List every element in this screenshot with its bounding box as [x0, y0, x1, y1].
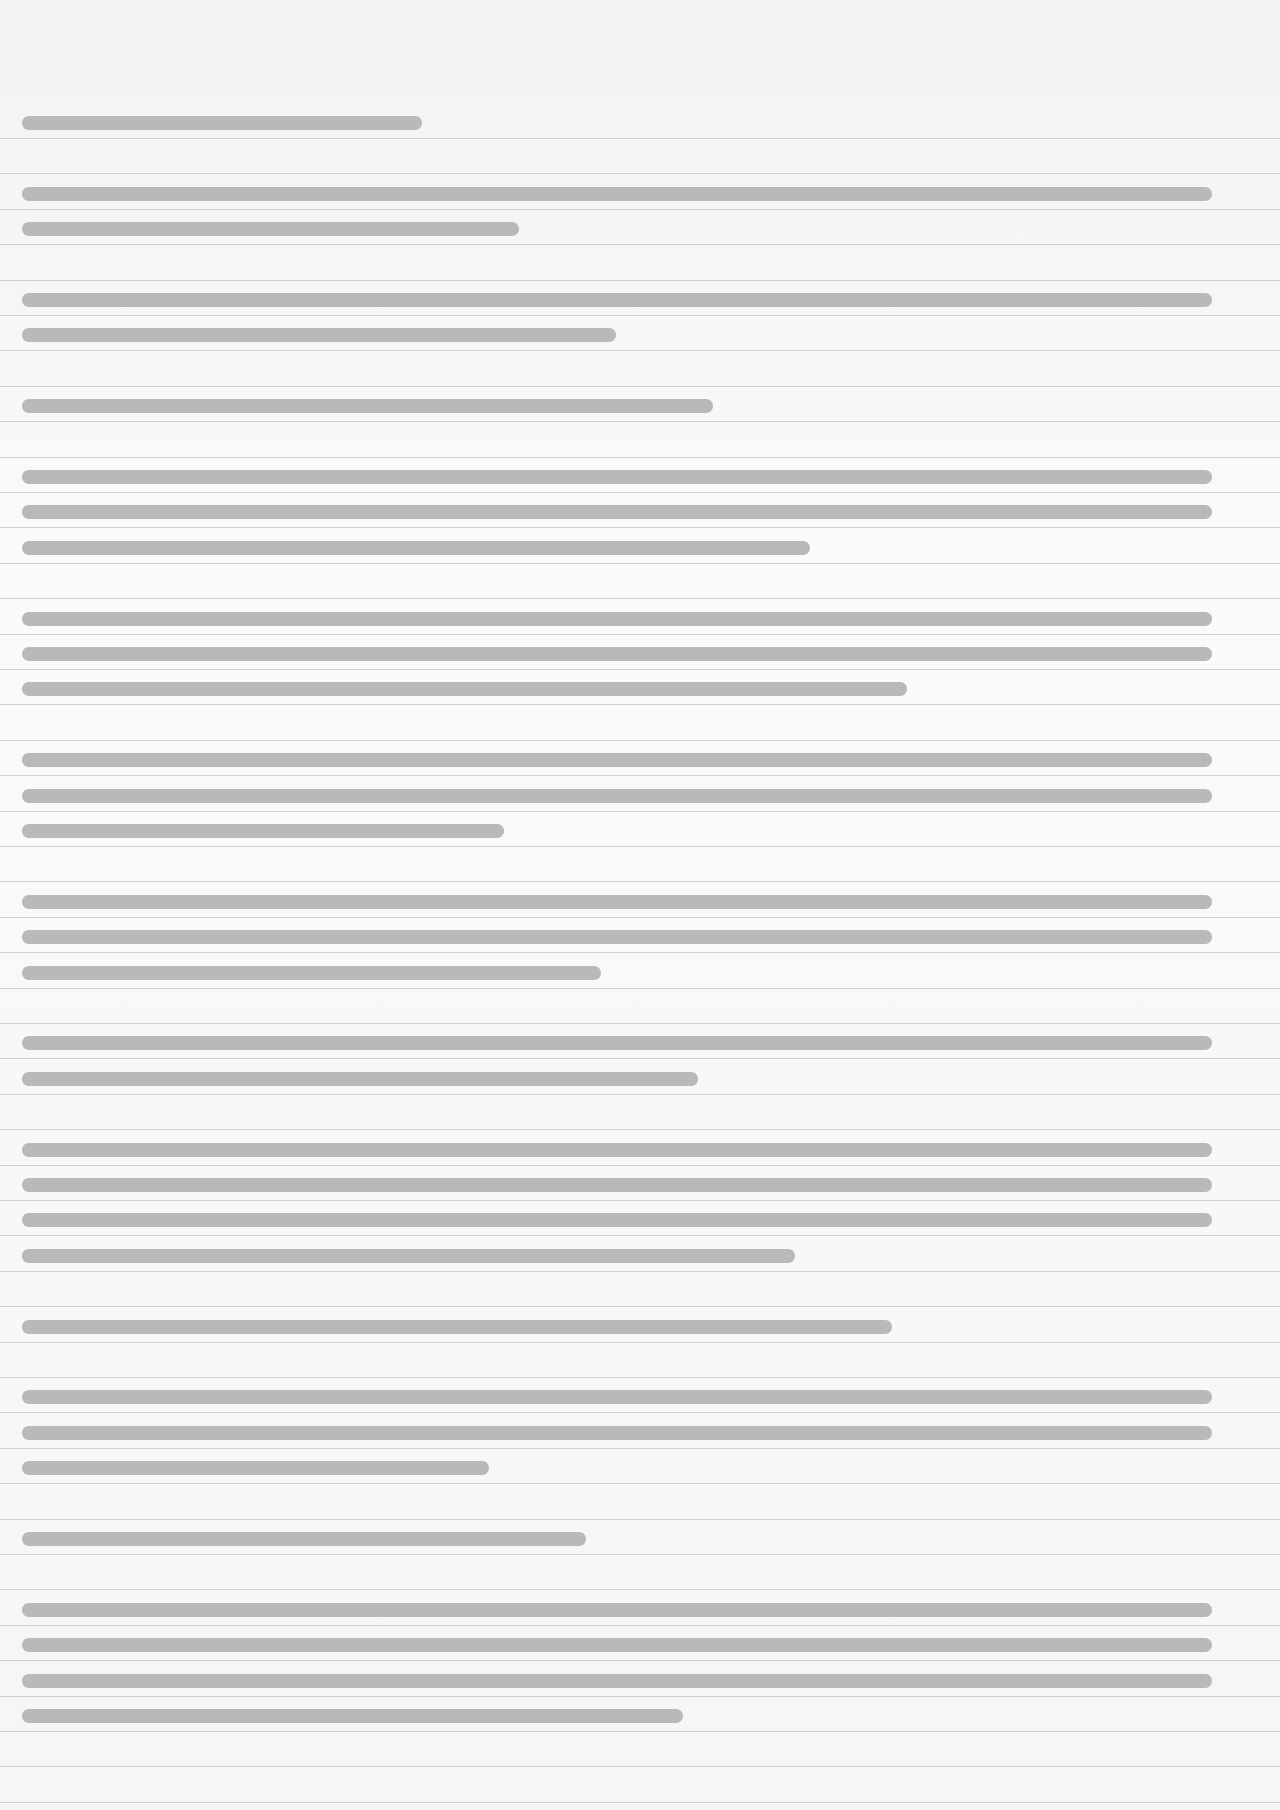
ruled-line — [0, 1412, 1280, 1413]
ruled-line — [0, 1165, 1280, 1166]
redacted-text-line — [22, 1249, 795, 1263]
redacted-text-line — [22, 895, 1212, 909]
redacted-text-line — [22, 1638, 1212, 1652]
ruled-line — [0, 1483, 1280, 1484]
ruled-line — [0, 1306, 1280, 1307]
ruled-line — [0, 1058, 1280, 1059]
ruled-line — [0, 988, 1280, 989]
ruled-line — [0, 1342, 1280, 1343]
ruled-line — [0, 421, 1280, 422]
redacted-text-line — [22, 222, 519, 236]
redacted-text-line — [22, 116, 422, 130]
ruled-line — [0, 634, 1280, 635]
ruled-line — [0, 563, 1280, 564]
ruled-line — [0, 1554, 1280, 1555]
ruled-line — [0, 527, 1280, 528]
redacted-text-line — [22, 1603, 1212, 1617]
ruled-line — [0, 917, 1280, 918]
ruled-line — [0, 138, 1280, 139]
redacted-text-line — [22, 1426, 1212, 1440]
ruled-line — [0, 1235, 1280, 1236]
ruled-line — [0, 492, 1280, 493]
ruled-line — [0, 598, 1280, 599]
redacted-text-line — [22, 1674, 1212, 1688]
ruled-line — [0, 1519, 1280, 1520]
redacted-text-line — [22, 1178, 1212, 1192]
ruled-line — [0, 846, 1280, 847]
ruled-line — [0, 1802, 1280, 1803]
redacted-text-line — [22, 1709, 683, 1723]
ruled-line — [0, 350, 1280, 351]
ruled-line — [0, 280, 1280, 281]
redacted-text-line — [22, 470, 1212, 484]
ruled-line — [0, 386, 1280, 387]
redacted-text-line — [22, 1532, 586, 1546]
redacted-text-line — [22, 647, 1212, 661]
ruled-line — [0, 1766, 1280, 1767]
ruled-line — [0, 1271, 1280, 1272]
ruled-line — [0, 704, 1280, 705]
redacted-text-line — [22, 505, 1212, 519]
ruled-line — [0, 1625, 1280, 1626]
ruled-line — [0, 173, 1280, 174]
ruled-line — [0, 1660, 1280, 1661]
redacted-text-line — [22, 293, 1212, 307]
redacted-text-line — [22, 824, 504, 838]
ruled-line — [0, 740, 1280, 741]
redacted-text-line — [22, 1072, 698, 1086]
ruled-line — [0, 881, 1280, 882]
ruled-line — [0, 1696, 1280, 1697]
ruled-line — [0, 669, 1280, 670]
ruled-line — [0, 1023, 1280, 1024]
ruled-line — [0, 952, 1280, 953]
ruled-line — [0, 1094, 1280, 1095]
redacted-text-line — [22, 328, 616, 342]
redacted-text-line — [22, 399, 713, 413]
ruled-line — [0, 1448, 1280, 1449]
redacted-text-line — [22, 966, 601, 980]
redacted-text-line — [22, 1036, 1212, 1050]
redacted-text-line — [22, 1390, 1212, 1404]
ruled-line — [0, 1200, 1280, 1201]
redacted-text-line — [22, 789, 1212, 803]
ruled-line — [0, 1377, 1280, 1378]
redacted-text-line — [22, 612, 1212, 626]
redacted-text-line — [22, 1213, 1212, 1227]
redacted-text-line — [22, 1461, 489, 1475]
ruled-line — [0, 244, 1280, 245]
ruled-line — [0, 315, 1280, 316]
ruled-line — [0, 811, 1280, 812]
ruled-line — [0, 775, 1280, 776]
redacted-text-line — [22, 187, 1212, 201]
ruled-line — [0, 1589, 1280, 1590]
ruled-line — [0, 209, 1280, 210]
redacted-text-line — [22, 930, 1212, 944]
ruled-line — [0, 457, 1280, 458]
redacted-text-line — [22, 541, 810, 555]
redacted-text-line — [22, 1320, 892, 1334]
redacted-text-line — [22, 682, 907, 696]
ruled-line — [0, 1731, 1280, 1732]
redacted-text-line — [22, 753, 1212, 767]
redacted-text-line — [22, 1143, 1212, 1157]
ruled-line — [0, 1129, 1280, 1130]
